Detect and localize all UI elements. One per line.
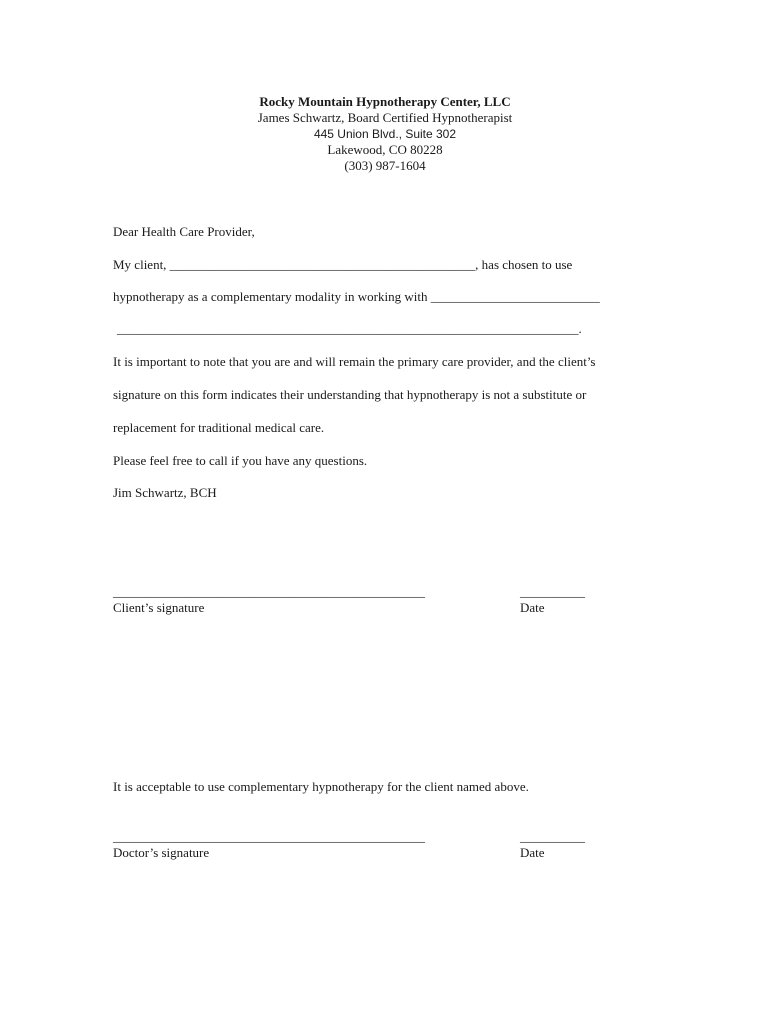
signoff: Jim Schwartz, BCH xyxy=(113,485,217,500)
address-line-2: Lakewood, CO 80228 xyxy=(327,142,443,157)
doctor-signature-blank[interactable]: ________________________________________________ xyxy=(113,829,425,844)
doctor-approval-statement: It is acceptable to use complementary hypnotherapy for the client named above. xyxy=(113,779,529,794)
client-date-blank[interactable]: __________ xyxy=(520,584,585,599)
client-name-line[interactable]: My client, _______________________________________________, has chosen to use xyxy=(113,257,573,272)
client-signature-label: Client’s signature xyxy=(113,600,205,615)
doctor-date-blank[interactable]: __________ xyxy=(520,829,585,844)
org-name: Rocky Mountain Hypnotherapy Center, xyxy=(259,94,481,109)
org-suffix: LLC xyxy=(483,94,511,109)
questions-line: Please feel free to call if you have any questions. xyxy=(113,453,368,468)
salutation: Dear Health Care Provider, xyxy=(113,224,255,239)
continuation-blank-line[interactable]: _______________________________________________________________________. xyxy=(117,321,582,336)
important-note-line-1: It is important to note that you are and will remain the primary care provider, and the client’s xyxy=(113,354,596,369)
client-date-label: Date xyxy=(520,600,545,615)
practitioner-name: James Schwartz, Board Certified Hypnotherapist xyxy=(257,110,513,125)
org-name-line xyxy=(0,94,770,110)
doctor-signature-label: Doctor’s signature xyxy=(113,845,210,860)
client-signature-blank[interactable]: ________________________________________________ xyxy=(113,584,425,599)
letterhead xyxy=(0,94,770,174)
important-note-line-3: replacement for traditional medical care. xyxy=(113,420,325,435)
modality-line[interactable]: hypnotherapy as a complementary modality in working with __________________________ xyxy=(113,289,600,304)
important-note-line-2: signature on this form indicates their understanding that hypnotherapy is not a substitute or xyxy=(113,387,587,402)
phone-number: (303) 987-1604 xyxy=(344,158,426,173)
address-line-1: 445 Union Blvd., Suite 302 xyxy=(313,127,457,141)
doctor-date-label: Date xyxy=(520,845,545,860)
